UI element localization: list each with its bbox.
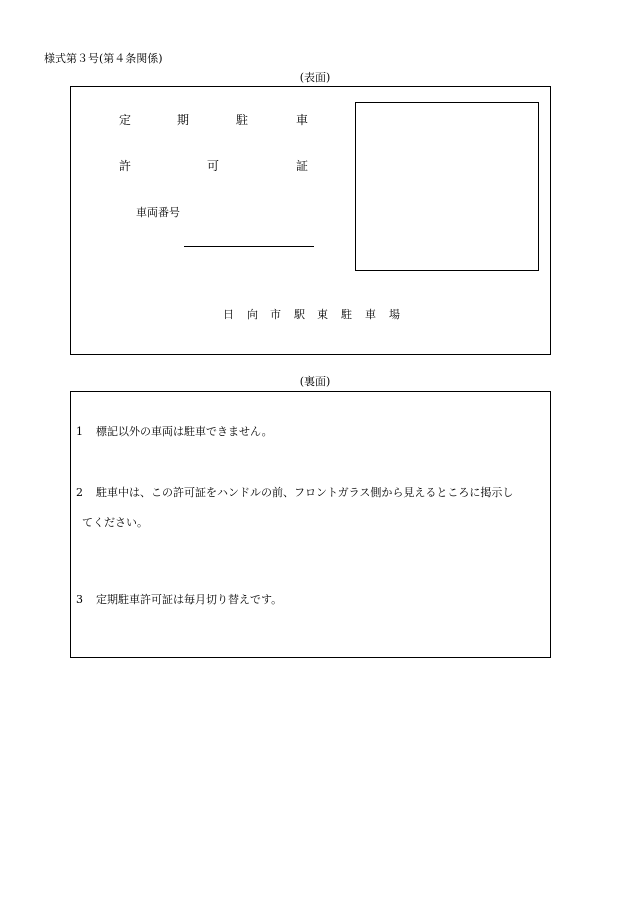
permit-back-card — [70, 391, 551, 658]
note-3 — [76, 591, 282, 607]
title-char: 可 — [207, 159, 220, 173]
front-side-label: (表面) — [299, 71, 331, 84]
note-number: 1 — [76, 425, 83, 438]
station-char: 場 — [389, 308, 400, 321]
title-char: 車 — [296, 113, 309, 127]
title-char: 許 — [119, 159, 132, 173]
title-char: 駐 — [236, 113, 249, 127]
station-char: 向 — [247, 308, 258, 321]
station-char: 日 — [223, 308, 234, 321]
title-char: 定 — [119, 113, 132, 127]
note-text: 駐車中は、この許可証をハンドルの前、フロントガラス側から見えるところに掲示し — [96, 486, 514, 499]
station-char: 車 — [365, 308, 376, 321]
permit-front-card — [70, 86, 551, 355]
photo-box — [355, 102, 539, 271]
station-char: 東 — [317, 308, 328, 321]
note-2 — [76, 484, 513, 500]
title-char: 期 — [177, 113, 190, 127]
vehicle-number-label: 車両番号 — [136, 206, 180, 219]
vehicle-number-line — [184, 246, 314, 247]
note-text: 定期駐車許可証は毎月切り替えです。 — [96, 593, 283, 606]
station-char: 駐 — [341, 308, 352, 321]
back-side-label: (裏面) — [299, 375, 331, 388]
note-2-continuation: てください。 — [82, 516, 148, 529]
note-number: 3 — [76, 593, 83, 606]
station-char: 市 — [270, 308, 281, 321]
note-text: 標記以外の車両は駐車できません。 — [96, 425, 273, 438]
form-number: 様式第３号(第４条関係) — [44, 52, 163, 65]
note-number: 2 — [76, 486, 83, 499]
title-char: 証 — [296, 159, 309, 173]
note-1 — [76, 423, 273, 439]
station-char: 駅 — [294, 308, 305, 321]
